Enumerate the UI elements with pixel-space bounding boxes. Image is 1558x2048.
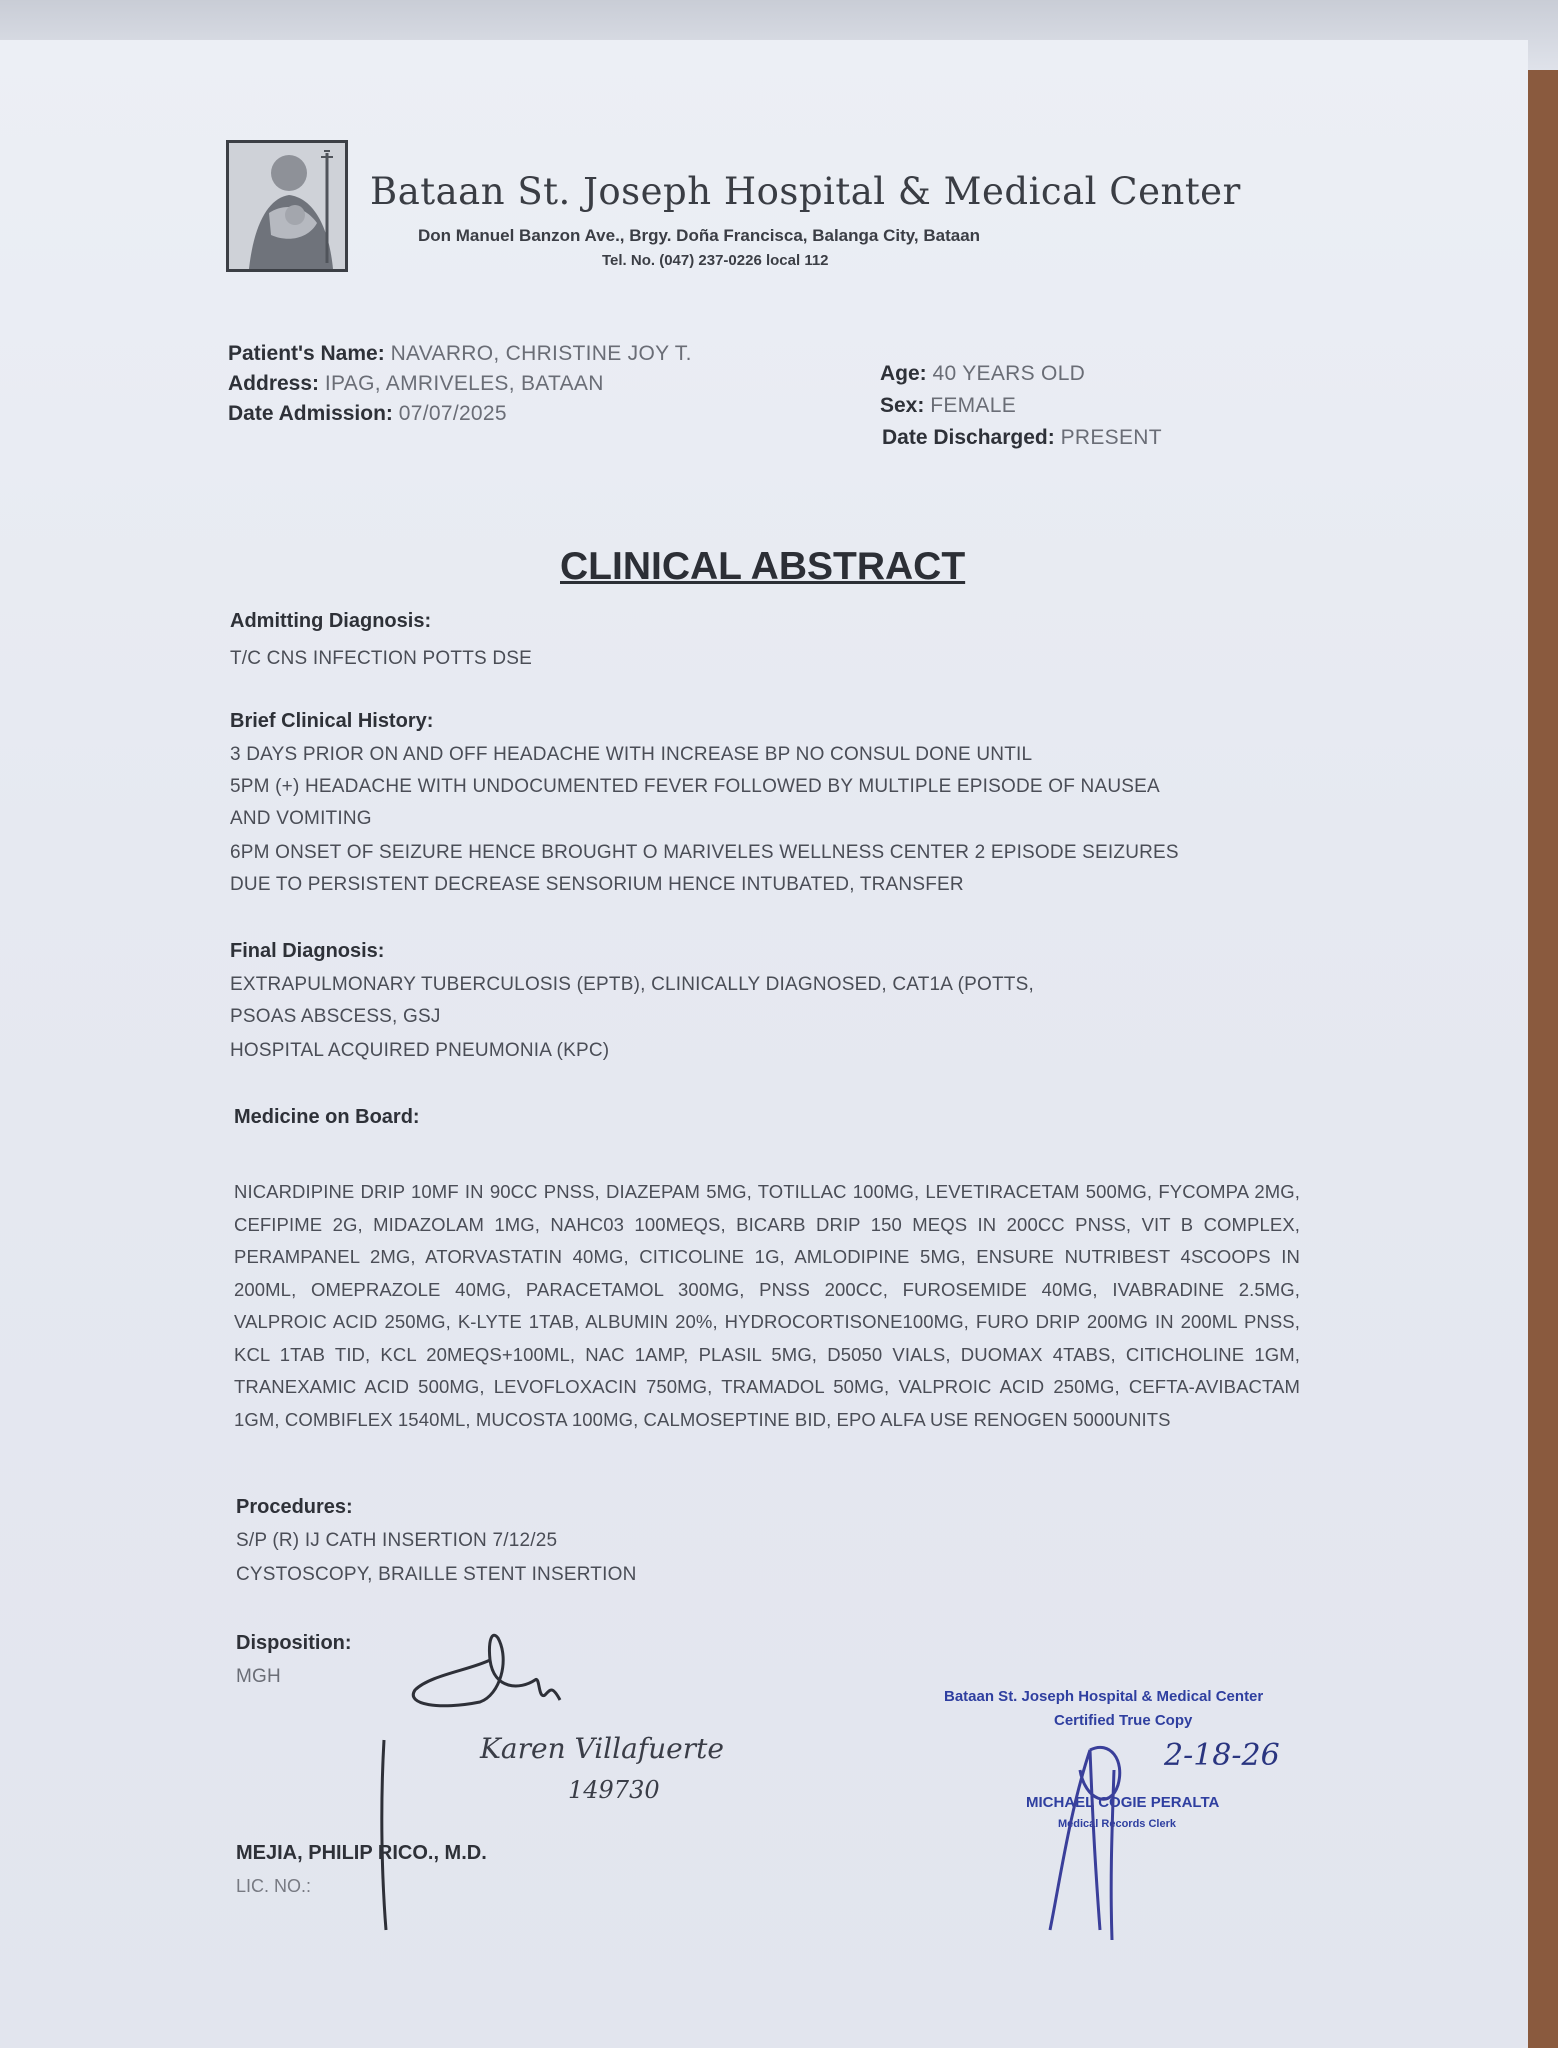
license-number-label: LIC. NO.:: [236, 1876, 312, 1896]
admission-date-value: 07/07/2025: [398, 402, 507, 425]
stamp-certified-copy: Certified True Copy: [1054, 1712, 1193, 1729]
doctor-name: MEJIA, PHILIP RICO., M.D.: [236, 1842, 487, 1864]
admitting-diagnosis-heading: Admitting Diagnosis:: [230, 610, 432, 632]
medicine-list: NICARDIPINE DRIP 10MF IN 90CC PNSS, DIAZEPAM 5MG, TOTILLAC 100MG, LEVETIRACETAM 500MG, FYCOMPA 2MG, CEFIPIME 2G, MIDAZOLAM 1MG, NAHC03 100MEQS, BICARB DRIP 150 MEQS IN 200CC PNSS, VIT B COMPLEX, PERAMPANEL 2MG, ATORVASTATIN 40MG, CITICOLINE 1G, AMLODIPINE 5MG, ENSURE NUTRIBEST 4SCOOPS IN 200ML, OMEPRAZOLE 40MG, PARACETAMOL 300MG, PNSS 200CC, FUROSEMIDE 40MG, IVABRADINE 2.5MG, VALPROIC ACID 250MG, K-LYTE 1TAB, ALBUMIN 20%, HYDROCORTISONE100MG, FURO DRIP 200MG IN 200ML PNSS, KCL 1TAB TID, KCL 20MEQS+100ML, NAC 1AMP, PLASIL 5MG, D5050 VIALS, DUOMAX 4TABS, CITICHOLINE 1GM, TRANEXAMIC ACID 500MG, LEVOFLOXACIN 750MG, TRAMADOL 50MG, VALPROIC ACID 250MG, CEFTA-AVIBACTAM 1GM, COMBIFLEX 1540ML, MUCOSTA 100MG, CALMOSEPTINE BID, EPO ALFA USE RENOGEN 5000UNITS: [234, 1181, 1300, 1430]
patient-name-value: NAVARRO, CHRISTINE JOY T.: [390, 342, 692, 365]
sex-field: [880, 394, 1016, 418]
doctor-signature-icon: [370, 1630, 600, 1950]
hospital-address: Don Manuel Banzon Ave., Brgy. Doña Francisca, Balanga City, Bataan: [418, 226, 981, 245]
final-diagnosis-line: HOSPITAL ACQUIRED PNEUMONIA (KPC): [230, 1040, 610, 1061]
discharge-date-value: PRESENT: [1060, 426, 1162, 449]
discharge-date-field: [882, 426, 1162, 450]
sex-value: FEMALE: [930, 394, 1017, 417]
patient-address-field: [228, 372, 604, 396]
clinical-history-line: 3 DAYS PRIOR ON AND OFF HEADACHE WITH INCREASE BP NO CONSUL DONE UNTIL: [230, 744, 1033, 765]
patient-name-label: Patient's Name:: [228, 342, 385, 365]
patient-address-value: IPAG, AMRIVELES, BATAAN: [324, 372, 604, 395]
handwritten-number: 149730: [568, 1776, 660, 1804]
patient-name-field: [228, 342, 692, 366]
procedure-line: S/P (R) IJ CATH INSERTION 7/12/25: [236, 1530, 558, 1551]
medicine-heading: Medicine on Board:: [234, 1106, 420, 1128]
hospital-telephone: Tel. No. (047) 237-0226 local 112: [602, 252, 829, 269]
sex-label: Sex:: [880, 394, 925, 417]
handwritten-name: Karen Villafuerte: [480, 1732, 724, 1765]
final-diagnosis-line: EXTRAPULMONARY TUBERCULOSIS (EPTB), CLINICALLY DIAGNOSED, CAT1A (POTTS,: [230, 974, 1034, 995]
stamp-handwritten-date: 2-18-26: [1164, 1738, 1280, 1773]
final-diagnosis-heading: Final Diagnosis:: [230, 940, 385, 962]
admission-date-field: [228, 402, 507, 426]
saint-joseph-logo-icon: [229, 143, 345, 269]
admission-date-label: Date Admission:: [228, 402, 393, 425]
stamp-signatory-role: Medical Records Clerk: [1058, 1818, 1176, 1830]
procedure-line: CYSTOSCOPY, BRAILLE STENT INSERTION: [236, 1564, 637, 1585]
stamp-signatory-name: MICHAEL COGIE PERALTA: [1026, 1794, 1220, 1811]
stamp-hospital-name: Bataan St. Joseph Hospital & Medical Center: [944, 1688, 1264, 1705]
clinical-history-line: AND VOMITING: [230, 808, 372, 829]
discharge-date-label: Date Discharged:: [882, 426, 1055, 449]
final-diagnosis-line: PSOAS ABSCESS, GSJ: [230, 1006, 441, 1027]
age-value: 40 YEARS OLD: [932, 362, 1086, 385]
clinical-history-heading: Brief Clinical History:: [230, 710, 434, 732]
hospital-name: Bataan St. Joseph Hospital & Medical Center: [370, 170, 1241, 213]
patient-address-label: Address:: [228, 372, 320, 395]
document-page: [0, 40, 1528, 2048]
age-label: Age:: [880, 362, 927, 385]
clinical-history-line: DUE TO PERSISTENT DECREASE SENSORIUM HENCE INTUBATED, TRANSFER: [230, 874, 964, 895]
clinical-history-line: 5PM (+) HEADACHE WITH UNDOCUMENTED FEVER FOLLOWED BY MULTIPLE EPISODE OF NAUSEA: [230, 776, 1160, 797]
age-field: [880, 362, 1085, 386]
disposition-heading: Disposition:: [236, 1632, 352, 1654]
admitting-diagnosis-line: T/C CNS INFECTION POTTS DSE: [230, 648, 533, 669]
hospital-logo: [226, 140, 348, 272]
clinical-history-line: 6PM ONSET OF SEIZURE HENCE BROUGHT O MARIVELES WELLNESS CENTER 2 EPISODE SEIZURES: [230, 842, 1179, 863]
clerk-signature-icon: [1030, 1730, 1150, 1950]
procedures-heading: Procedures:: [236, 1496, 353, 1518]
document-title: CLINICAL ABSTRACT: [560, 545, 966, 588]
disposition-value: MGH: [236, 1666, 281, 1687]
